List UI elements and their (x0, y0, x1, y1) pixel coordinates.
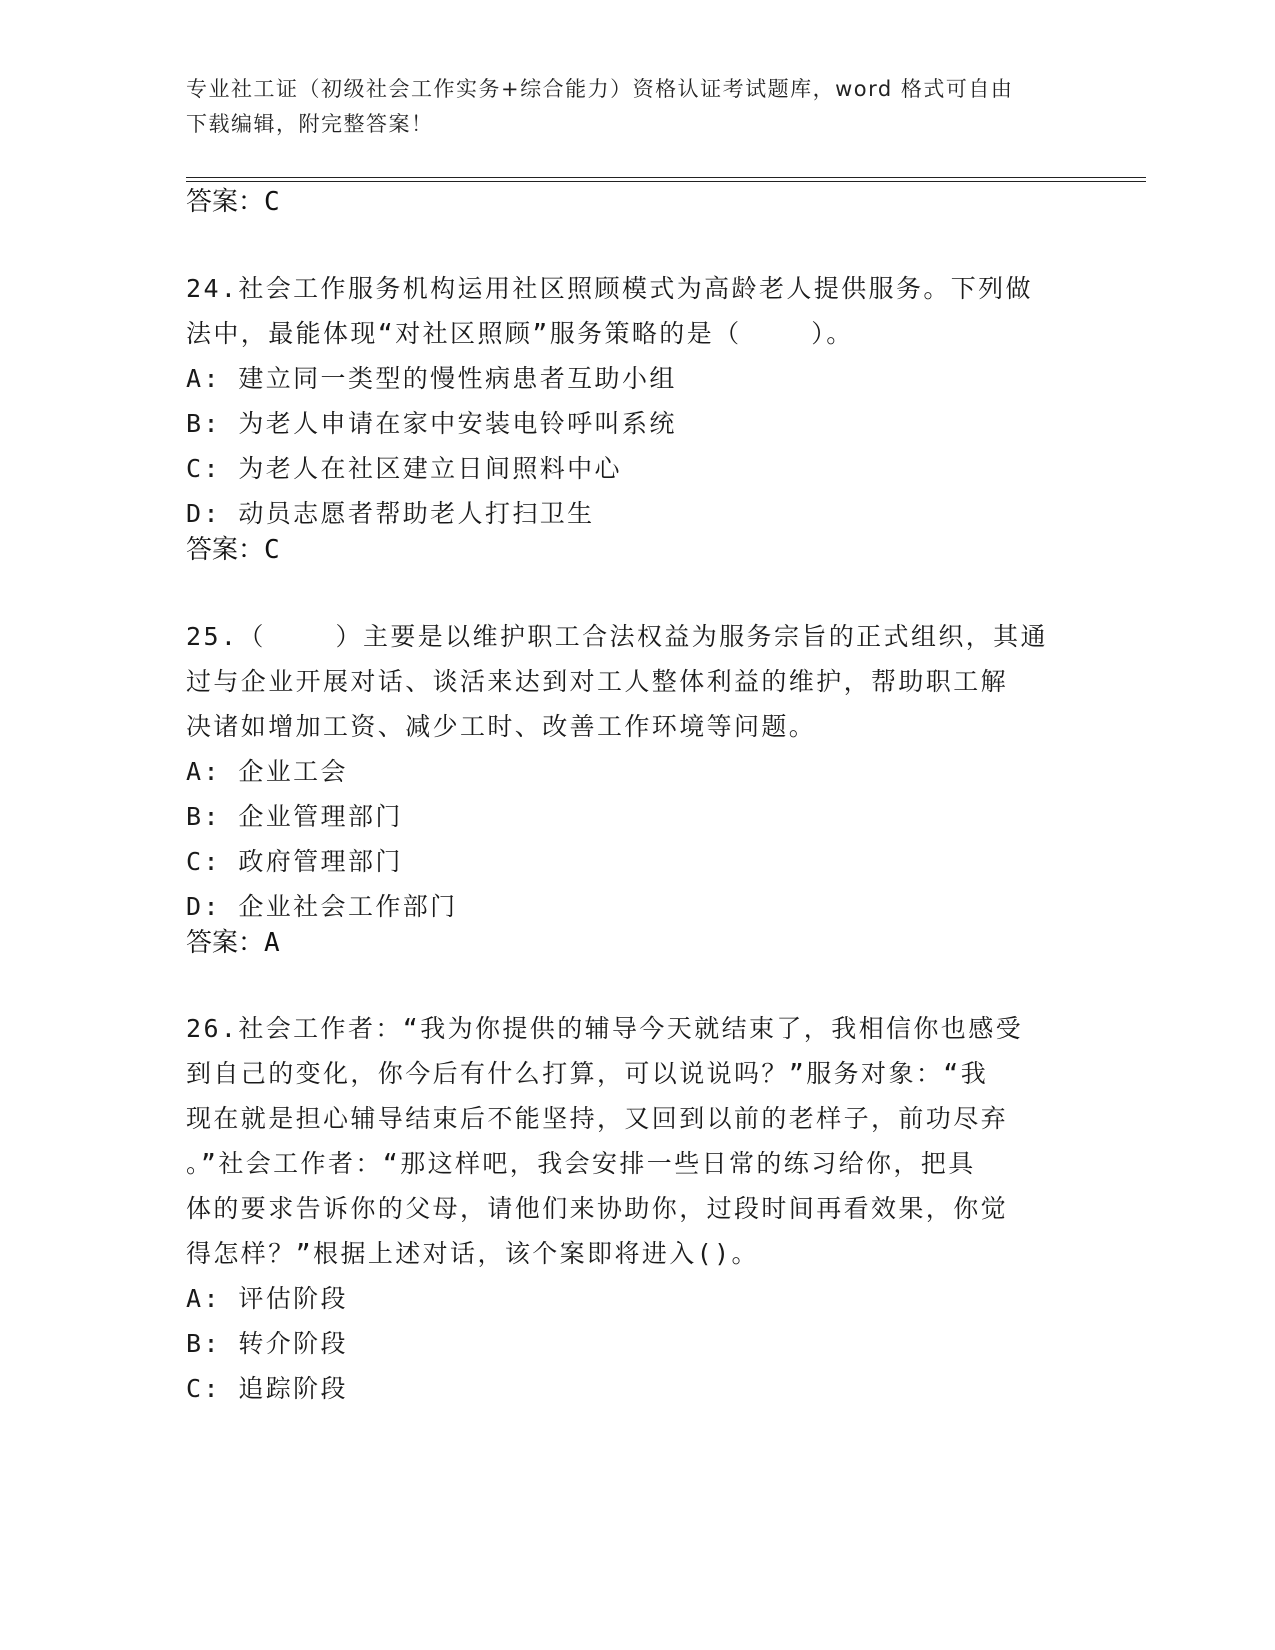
question-26-line-4: 。”社会工作者：“那这样吧，我会安排一些日常的练习给你，把具 (186, 1149, 976, 1178)
question-26-line-1: 26.社会工作者：“我为你提供的辅导今天就结束了，我相信你也感受 (186, 1014, 1024, 1043)
answer-label: 答案： (186, 535, 265, 565)
question-26-line-5: 体的要求告诉你的父母，请他们来协助你，过段时间再看效果，你觉 (186, 1194, 1009, 1223)
answer-value: C (264, 535, 280, 565)
question-24-answer (186, 532, 1086, 568)
question-24-line-2: 法中，最能体现“对社区照顾”服务策略的是（ ）。 (186, 319, 854, 348)
answer-value: A (264, 928, 280, 958)
question-26-option-a: A: 评估阶段 (186, 1284, 348, 1313)
question-24-option-d: D: 动员志愿者帮助老人打扫卫生 (186, 499, 595, 528)
question-25-option-c: C: 政府管理部门 (186, 847, 403, 876)
question-26-line-3: 现在就是担心辅导结束后不能坚持，又回到以前的老样子，前功尽弃 (186, 1104, 1009, 1133)
header-divider (186, 177, 1146, 182)
question-26-line-6: 得怎样？”根据上述对话，该个案即将进入()。 (186, 1239, 759, 1268)
question-24-option-c: C: 为老人在社区建立日间照料中心 (186, 454, 622, 483)
question-24-option-a: A: 建立同一类型的慢性病患者互助小组 (186, 364, 677, 393)
question-26-option-c: C: 追踪阶段 (186, 1374, 348, 1403)
answer-label: 答案： (186, 187, 265, 217)
question-24-option-b: B: 为老人申请在家中安装电铃呼叫系统 (186, 409, 677, 438)
question-26-line-2: 到自己的变化，你今后有什么打算，可以说说吗？”服务对象：“我 (186, 1059, 989, 1088)
question-24-line-1: 24.社会工作服务机构运用社区照顾模式为高龄老人提供服务。下列做 (186, 274, 1033, 303)
question-25-answer (186, 925, 1086, 961)
answer-value: C (264, 187, 280, 217)
question-25-line-1: 25.（ ）主要是以维护职工合法权益为服务宗旨的正式组织，其通 (186, 622, 1048, 651)
header-line-1: 专业社工证（初级社会工作实务+综合能力）资格认证考试题库，word 格式可自由 (186, 77, 1014, 101)
header-line-2: 下载编辑，附完整答案！ (186, 112, 434, 136)
question-25-option-b: B: 企业管理部门 (186, 802, 403, 831)
question-25-option-a: A: 企业工会 (186, 757, 348, 786)
question-25-line-2: 过与企业开展对话、谈活来达到对工人整体利益的维护，帮助职工解 (186, 667, 1009, 696)
question-26 (186, 1006, 1086, 1411)
question-25-line-3: 决诸如增加工资、减少工时、改善工作环境等问题。 (186, 712, 817, 741)
answer-label: 答案： (186, 928, 265, 958)
question-25-option-d: D: 企业社会工作部门 (186, 892, 458, 921)
question-26-option-b: B: 转介阶段 (186, 1329, 348, 1358)
question-24 (186, 266, 1086, 536)
answer-line-prev (186, 184, 1086, 220)
page-header (186, 72, 1086, 142)
question-25 (186, 614, 1086, 929)
